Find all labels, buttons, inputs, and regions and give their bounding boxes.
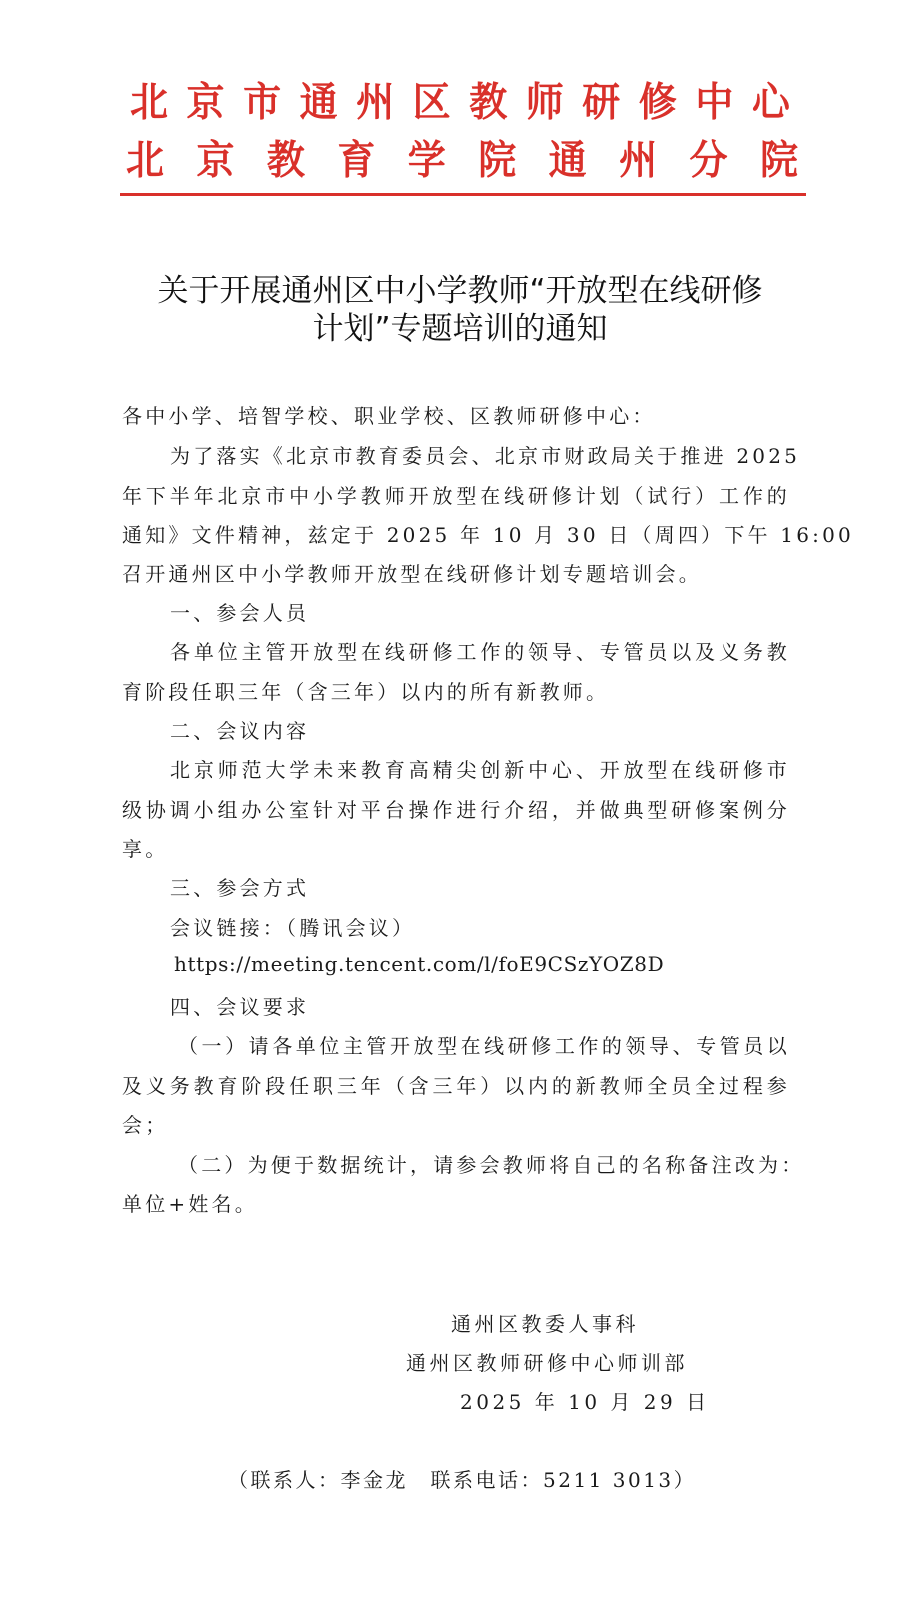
letterhead-line-2 bbox=[126, 137, 798, 183]
letterhead-char: 通 bbox=[548, 136, 587, 184]
document-title bbox=[100, 272, 820, 348]
section-heading: 一、参会人员 bbox=[170, 601, 310, 625]
letterhead-char: 州 bbox=[619, 136, 658, 184]
section-heading: 二、会议内容 bbox=[170, 719, 310, 743]
signature-org-2: 通州区教师研修中心师训部 bbox=[406, 1351, 688, 1375]
letterhead-char: 中 bbox=[695, 78, 734, 126]
title-line-1: 关于开展通州区中小学教师“开放型在线研修 bbox=[157, 273, 763, 309]
letterhead-char: 北 bbox=[126, 136, 165, 184]
salutation: 各中小学、培智学校、职业学校、区教师研修中心： bbox=[122, 404, 656, 428]
letterhead-char: 分 bbox=[689, 136, 728, 184]
section-line: （二）为便于数据统计，请参会教师将自己的名称备注改为： bbox=[178, 1153, 805, 1177]
section-heading: 四、会议要求 bbox=[170, 995, 310, 1019]
letterhead-char: 北 bbox=[130, 78, 169, 126]
section-line: 及义务教育阶段任职三年（含三年）以内的新教师全员全过程参 bbox=[122, 1074, 790, 1098]
letterhead-char: 院 bbox=[478, 136, 517, 184]
title-line-2: 计划”专题培训的通知 bbox=[312, 311, 608, 347]
meeting-link-label: 会议链接：（腾讯会议） bbox=[170, 916, 416, 940]
section-line: 育阶段任职三年（含三年）以内的所有新教师。 bbox=[122, 680, 610, 704]
section-line: 单位+姓名。 bbox=[122, 1192, 258, 1216]
letterhead-char: 心 bbox=[751, 78, 790, 126]
intro-line: 为了落实《北京市教育委员会、北京市财政局关于推进 2025 bbox=[170, 444, 801, 468]
section-line: 会； bbox=[122, 1113, 169, 1137]
letterhead-line-1 bbox=[130, 79, 790, 125]
letterhead-char: 市 bbox=[243, 78, 282, 126]
section-heading: 三、参会方式 bbox=[170, 876, 310, 900]
letterhead-char: 研 bbox=[582, 78, 621, 126]
section-line: 级协调小组办公室针对平台操作进行介绍，并做典型研修案例分 bbox=[122, 798, 790, 822]
intro-line: 年下半年北京市中小学教师开放型在线研修计划（试行）工作的 bbox=[122, 484, 790, 508]
letterhead-char: 学 bbox=[407, 136, 446, 184]
letterhead-char: 京 bbox=[186, 78, 225, 126]
letterhead-char: 育 bbox=[337, 136, 376, 184]
letterhead-char: 师 bbox=[525, 78, 564, 126]
intro-line: 通知》文件精神，兹定于 2025 年 10 月 30 日（周四）下午 16:00 bbox=[122, 523, 854, 547]
meeting-link-url[interactable]: https://meeting.tencent.com/l/foE9CSzYOZ8D bbox=[174, 952, 665, 976]
letterhead-char: 教 bbox=[266, 136, 305, 184]
section-line: 北京师范大学未来教育高精尖创新中心、开放型在线研修市 bbox=[170, 758, 790, 782]
signature-date: 2025 年 10 月 29 日 bbox=[460, 1390, 710, 1414]
letterhead-char: 院 bbox=[759, 136, 798, 184]
letterhead-divider bbox=[120, 193, 806, 196]
section-line: （一）请各单位主管开放型在线研修工作的领导、专管员以 bbox=[178, 1034, 790, 1058]
letterhead-char: 京 bbox=[196, 136, 235, 184]
letterhead-char: 通 bbox=[299, 78, 338, 126]
intro-line: 召开通州区中小学教师开放型在线研修计划专题培训会。 bbox=[122, 562, 702, 586]
signature-org-1: 通州区教委人事科 bbox=[451, 1312, 639, 1336]
letterhead-char: 区 bbox=[412, 78, 451, 126]
letterhead-char: 修 bbox=[638, 78, 677, 126]
section-line: 各单位主管开放型在线研修工作的领导、专管员以及义务教 bbox=[170, 640, 790, 664]
letterhead-char: 教 bbox=[469, 78, 508, 126]
contact-info: （联系人：李金龙 联系电话：5211 3013） bbox=[228, 1468, 697, 1492]
letterhead-char: 州 bbox=[356, 78, 395, 126]
section-line: 享。 bbox=[122, 837, 169, 861]
